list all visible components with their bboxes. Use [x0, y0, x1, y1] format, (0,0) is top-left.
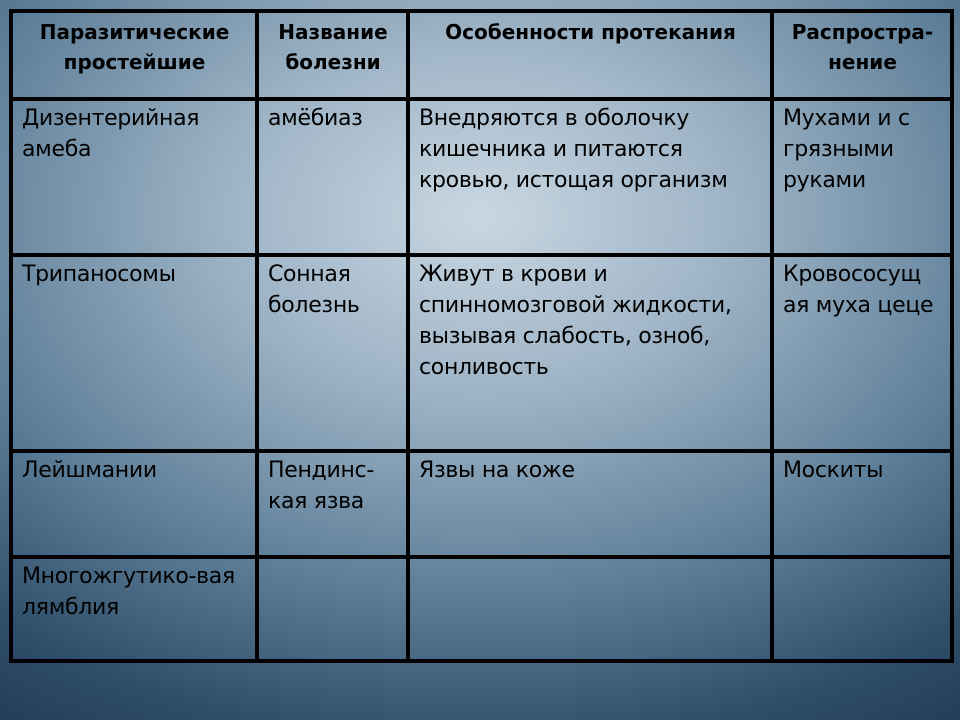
- table-row: [11, 255, 952, 451]
- cell-spread: Кровососущ ая муха цеце: [772, 255, 952, 451]
- header-spread: Распростра-нение: [772, 11, 952, 99]
- header-row: [11, 11, 952, 99]
- table-row: [11, 557, 952, 661]
- table-row: [11, 451, 952, 557]
- cell-parasite: Многожгутико-вая лямблия: [11, 557, 257, 661]
- cell-spread: Москиты: [772, 451, 952, 557]
- cell-parasite: Трипаносомы: [11, 255, 257, 451]
- cell-disease: [257, 557, 408, 661]
- cell-spread: Мухами и с грязными руками: [772, 99, 952, 255]
- cell-parasite: Лейшмании: [11, 451, 257, 557]
- cell-parasite: Дизентерийная амеба: [11, 99, 257, 255]
- cell-disease: Пендинс-кая язва: [257, 451, 408, 557]
- cell-features: [408, 557, 772, 661]
- parasites-table: [9, 9, 954, 663]
- cell-features: Живут в крови и спинномозговой жидкости, вызывая слабость, озноб, сонливость: [408, 255, 772, 451]
- header-parasites: Паразитические простейшие: [11, 11, 257, 99]
- table-row: [11, 99, 952, 255]
- cell-features: Внедряются в оболочку кишечника и питаются кровью, истощая организм: [408, 99, 772, 255]
- header-disease-name: Название болезни: [257, 11, 408, 99]
- cell-features: Язвы на коже: [408, 451, 772, 557]
- cell-disease: Сонная болезнь: [257, 255, 408, 451]
- cell-spread: [772, 557, 952, 661]
- cell-disease: амёбиаз: [257, 99, 408, 255]
- header-course-features: Особенности протекания: [408, 11, 772, 99]
